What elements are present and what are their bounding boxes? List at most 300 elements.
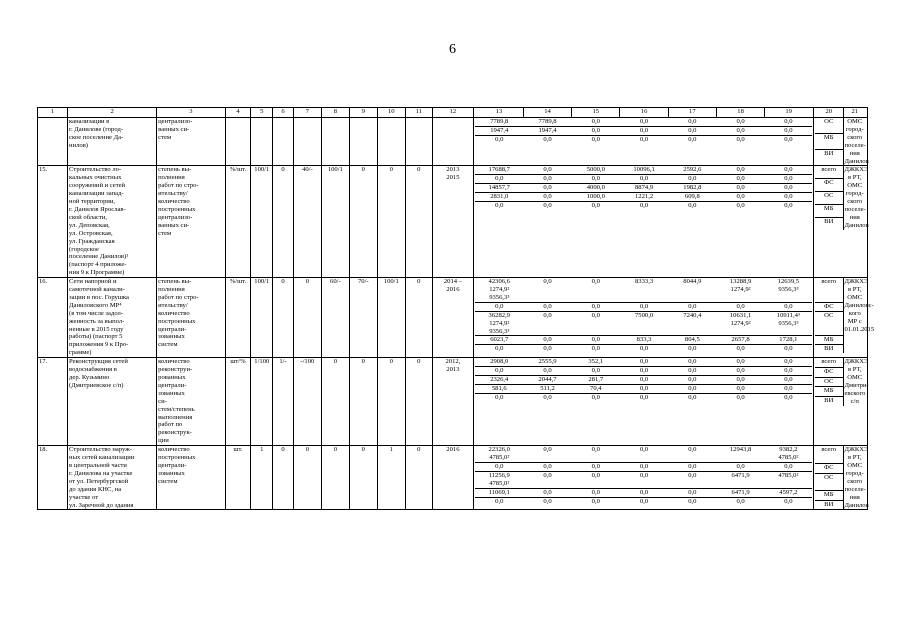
- financing-value: 0,0: [572, 488, 620, 497]
- executor: ДЖКХЭ в РТ, ОМС город- ского поселе- ния Данилов: [844, 166, 869, 229]
- funding-source: МБ: [815, 387, 843, 397]
- years: 2012, 2013: [432, 358, 473, 446]
- financing-value: 0,0: [716, 184, 764, 193]
- financing-value: 0,0: [495, 393, 504, 401]
- financing-value: 0,0: [716, 175, 764, 184]
- value-col8: 60/-: [321, 278, 349, 358]
- financing-value: 0,0: [475, 302, 523, 311]
- financing-value: 0,0: [639, 202, 649, 210]
- financing-block: [474, 118, 814, 166]
- financing-value: 0,0: [475, 462, 523, 471]
- financing-value: 0,0: [716, 367, 764, 376]
- financing-block: [474, 278, 814, 358]
- value-col9: 0: [349, 446, 377, 510]
- financing-value: 12639,5 9356,3³: [765, 278, 812, 302]
- financing-value: 0,0: [716, 358, 764, 366]
- value-col5: 1/100: [251, 358, 273, 446]
- financing-value: 0,0: [543, 202, 552, 210]
- financing-value: 0,0: [591, 135, 600, 143]
- funding-source: ВИ: [815, 150, 843, 166]
- program-table: [37, 107, 875, 510]
- measure-name: Реконструкция сетей водоснабжения в дер. Кузьмино (Дмитриевское с/п): [68, 358, 157, 446]
- header-cell: 10: [377, 108, 405, 118]
- financing-value: 17688,7: [475, 166, 523, 174]
- financing-value: 10096,1: [620, 166, 668, 174]
- unit: шт.: [225, 446, 251, 510]
- page-number: 6: [449, 42, 456, 57]
- financing-value: 0,0: [523, 278, 571, 302]
- financing-value: 70,4: [572, 384, 620, 393]
- financing-value: 0,0: [572, 278, 620, 302]
- financing-value: 11069,1: [475, 488, 523, 497]
- financing-value: 2326,4: [475, 376, 523, 385]
- header-cell: 2: [68, 108, 157, 118]
- financing-value: 0,0: [620, 358, 668, 366]
- financing-value: 0,0: [688, 497, 697, 505]
- financing-value: 0,0: [716, 166, 764, 174]
- financing-value: 0,0: [620, 126, 668, 135]
- value-col6: 0: [273, 278, 294, 358]
- financing-value: 0,0: [784, 135, 793, 143]
- financing-value: 42306,6 1274,9² 9356,3³: [475, 278, 523, 302]
- value-col11: 0: [405, 166, 432, 278]
- financing-value: 0,0: [765, 376, 812, 385]
- financing-value: 0,0: [475, 175, 523, 184]
- value-col7: -/100: [293, 358, 321, 446]
- financing-row: [475, 446, 812, 462]
- financing-value: 2555,9: [523, 358, 571, 366]
- financing-value: 10911,4³ 9356,3³: [765, 311, 812, 336]
- financing-value: 609,8: [668, 193, 716, 202]
- financing-value: 0,0: [495, 345, 504, 353]
- financing-value: 0,0: [572, 336, 620, 345]
- financing-value: 0,0: [668, 302, 716, 311]
- financing-value: 0,0: [495, 202, 504, 210]
- header-cell: 5: [251, 108, 273, 118]
- header-cell: 12: [432, 108, 473, 118]
- financing-value: 0,0: [688, 135, 697, 143]
- financing-value: 0,0: [736, 497, 745, 505]
- executor: ДЖКХЭ в РТ, ОМС Дмитри- евского с/п: [844, 358, 869, 405]
- financing-value: 0,0: [765, 358, 812, 366]
- financing-row: [475, 166, 812, 174]
- financing-value: 0,0: [620, 367, 668, 376]
- source-executor-block: [814, 446, 868, 510]
- financing-value: 0,0: [784, 497, 793, 505]
- value-col6: 0: [273, 166, 294, 278]
- financing-value: 0,0: [765, 302, 812, 311]
- financing-block: [474, 166, 814, 278]
- value-col10: 0: [377, 358, 405, 446]
- financing-value: 833,3: [620, 336, 668, 345]
- indicator: степень вы- полнения работ по стро- ительству/ количество построенных централи- зованных систем: [157, 278, 225, 358]
- financing-value: 8874,9: [620, 184, 668, 193]
- row-number: 15.: [38, 166, 68, 278]
- financing-value: 0,0: [523, 336, 571, 345]
- header-cell: 15: [572, 108, 620, 117]
- financing-value: 0,0: [736, 345, 745, 353]
- financing-value: 4000,0: [572, 184, 620, 193]
- header-cell: 8: [321, 108, 349, 118]
- financing-value: 12943,8: [716, 446, 764, 462]
- header-fin-cell: [474, 108, 814, 118]
- funding-source: всего: [815, 278, 843, 302]
- financing-value: 0,0: [495, 497, 504, 505]
- financing-value: 0,0: [668, 367, 716, 376]
- funding-source: ФС: [815, 302, 843, 311]
- financing-value: 0,0: [620, 302, 668, 311]
- financing-value: 0,0: [620, 384, 668, 393]
- financing-value: 0,0: [591, 345, 600, 353]
- financing-value: 0,0: [765, 166, 812, 174]
- financing-value: 0,0: [572, 118, 620, 126]
- financing-value: 0,0: [639, 393, 649, 401]
- financing-value: 2592,6: [668, 166, 716, 174]
- financing-value: 2657,8: [716, 336, 764, 345]
- financing-value: 5000,0: [572, 166, 620, 174]
- financing-value: 0,0: [495, 135, 504, 143]
- financing-value: 1982,8: [668, 184, 716, 193]
- value-col7: 0: [293, 278, 321, 358]
- financing-value: 581,6: [475, 384, 523, 393]
- unit: %/шт.: [225, 166, 251, 278]
- measure-name: Строительство наруж- ных сетей канализации в центральной части г. Данилова на участке от ул. Петербургской до здания КНС, на участке от ул. Заречной до здания: [68, 446, 157, 510]
- funding-source: всего: [815, 166, 843, 178]
- value-col5: [251, 118, 273, 166]
- years: 2014 – 2016: [432, 278, 473, 358]
- funding-source: МБ: [815, 491, 843, 500]
- financing-value: 0,0: [688, 393, 697, 401]
- source-executor-block: [814, 278, 875, 358]
- funding-source: ФС: [815, 464, 843, 473]
- financing-value: 0,0: [765, 126, 812, 135]
- financing-value: 4597,2: [765, 488, 812, 497]
- funding-source: ВИ: [815, 345, 843, 353]
- funding-source: ФС: [815, 367, 843, 377]
- value-col7: [293, 118, 321, 166]
- financing-value: 1728,1: [765, 336, 812, 345]
- unit: шт/%: [225, 358, 251, 446]
- financing-value: 0,0: [572, 462, 620, 471]
- financing-value: 2908,0: [475, 358, 523, 366]
- financing-value: 0,0: [765, 184, 812, 193]
- financing-row: [475, 175, 812, 184]
- financing-row: [475, 184, 812, 193]
- financing-value: 0,0: [784, 393, 793, 401]
- table-row: [38, 278, 868, 358]
- financing-value: 0,0: [523, 175, 571, 184]
- funding-source: ОС: [815, 311, 843, 336]
- financing-row: [475, 367, 812, 376]
- financing-value: 0,0: [765, 118, 812, 126]
- financing-value: 0,0: [668, 175, 716, 184]
- table-row: [38, 166, 868, 278]
- value-col5: 100/1: [251, 166, 273, 278]
- financing-value: 0,0: [716, 118, 764, 126]
- row-number: 18.: [38, 446, 68, 510]
- financing-value: 4785,0²: [765, 471, 812, 488]
- financing-value: 0,0: [668, 126, 716, 135]
- value-col9: 0: [349, 166, 377, 278]
- financing-row: [475, 135, 812, 143]
- financing-value: 6471,9: [716, 471, 764, 488]
- funding-source: ОС: [815, 118, 843, 134]
- financing-value: 0,0: [639, 497, 649, 505]
- financing-value: 0,0: [716, 193, 764, 202]
- financing-row: [475, 471, 812, 488]
- indicator: количество построенных централи- зованных систем: [157, 446, 225, 510]
- financing-value: 11256,9 4785,0²: [475, 471, 523, 488]
- financing-value: 0,0: [765, 367, 812, 376]
- financing-value: 0,0: [523, 311, 571, 336]
- financing-row: [475, 193, 812, 202]
- financing-value: 0,0: [736, 202, 745, 210]
- source-executor-block: [814, 166, 868, 278]
- financing-row: [475, 278, 812, 302]
- financing-value: 0,0: [784, 202, 793, 210]
- financing-value: 281,7: [572, 376, 620, 385]
- financing-value: 0,0: [765, 462, 812, 471]
- financing-value: 1947,4: [475, 126, 523, 135]
- financing-value: 0,0: [523, 471, 571, 488]
- financing-value: 0,0: [639, 135, 649, 143]
- financing-row: [475, 488, 812, 497]
- financing-row: [475, 384, 812, 393]
- header-cell: 17: [668, 108, 716, 117]
- header-pair-cell: [814, 108, 868, 118]
- financing-value: 2831,0: [475, 193, 523, 202]
- header-cell: 1: [38, 108, 68, 118]
- financing-value: 0,0: [572, 471, 620, 488]
- row-number: [38, 118, 68, 166]
- financing-value: 0,0: [523, 462, 571, 471]
- funding-source: ВИ: [815, 217, 843, 229]
- financing-value: 0,0: [620, 488, 668, 497]
- financing-row: [475, 376, 812, 385]
- financing-row: [475, 302, 812, 311]
- value-col10: 1: [377, 446, 405, 510]
- funding-source: всего: [815, 446, 843, 463]
- indicator: степень вы- полнения работ по стро- ительству/ количество построенных централизо- ванных си- стем: [157, 166, 225, 278]
- table-row: [38, 446, 868, 510]
- years: 2016: [432, 446, 473, 510]
- unit: [225, 118, 251, 166]
- financing-value: 0,0: [736, 393, 745, 401]
- financing-value: 2044,7: [523, 376, 571, 385]
- value-col10: 0: [377, 166, 405, 278]
- financing-value: 0,0: [591, 393, 600, 401]
- financing-value: 0,0: [668, 376, 716, 385]
- financing-value: 0,0: [572, 367, 620, 376]
- value-col6: [273, 118, 294, 166]
- value-col8: 100/1: [321, 166, 349, 278]
- financing-value: 0,0: [784, 345, 793, 353]
- financing-value: 0,0: [591, 497, 600, 505]
- value-col5: 100/1: [251, 278, 273, 358]
- header-cell: 13: [475, 108, 523, 117]
- financing-value: 1947,4: [523, 126, 571, 135]
- value-col8: 0: [321, 358, 349, 446]
- value-col9: 70/-: [349, 278, 377, 358]
- financing-value: 0,0: [572, 446, 620, 462]
- financing-row: [475, 336, 812, 345]
- financing-value: 6471,9: [716, 488, 764, 497]
- financing-value: 0,0: [668, 462, 716, 471]
- value-col10: 100/1: [377, 278, 405, 358]
- financing-value: 7500,0: [620, 311, 668, 336]
- table-row: [38, 358, 868, 446]
- financing-value: 804,5: [668, 336, 716, 345]
- value-col11: 0: [405, 446, 432, 510]
- value-col7: 40/-: [293, 166, 321, 278]
- measure-name: канализации в г. Данилове (город- ское поселение Да- нилов): [68, 118, 157, 166]
- financing-value: 8044,9: [668, 278, 716, 302]
- value-col8: 0: [321, 446, 349, 510]
- financing-value: 0,0: [475, 367, 523, 376]
- financing-value: 0,0: [668, 471, 716, 488]
- financing-value: 7240,4: [668, 311, 716, 336]
- financing-value: 0,0: [523, 166, 571, 174]
- financing-row: [475, 497, 812, 505]
- financing-value: 0,0: [620, 446, 668, 462]
- financing-value: 0,0: [523, 367, 571, 376]
- financing-value: 0,0: [523, 302, 571, 311]
- financing-value: 0,0: [668, 488, 716, 497]
- financing-value: 8333,3: [620, 278, 668, 302]
- financing-value: 0,0: [543, 345, 552, 353]
- indicator: количество реконструи- рованных централи- зованных си- стем/степень выполнения работ по реконструк- ции: [157, 358, 225, 446]
- financing-value: 0,0: [620, 118, 668, 126]
- financing-value: 0,0: [523, 193, 571, 202]
- funding-source: ВИ: [815, 396, 843, 405]
- financing-value: 9382,2 4785,0²: [765, 446, 812, 462]
- funding-source: МБ: [815, 205, 843, 218]
- financing-value: 0,0: [572, 126, 620, 135]
- financing-row: [475, 462, 812, 471]
- financing-value: 0,0: [765, 175, 812, 184]
- financing-value: 0,0: [639, 345, 649, 353]
- financing-value: 1221,2: [620, 193, 668, 202]
- financing-value: 0,0: [572, 311, 620, 336]
- value-col11: [405, 118, 432, 166]
- financing-block: [474, 358, 814, 446]
- header-cell: 20: [815, 108, 843, 117]
- financing-row: [475, 126, 812, 135]
- financing-value: 0,0: [716, 376, 764, 385]
- financing-value: 0,0: [688, 202, 697, 210]
- years: [432, 118, 473, 166]
- financing-row: [475, 311, 812, 336]
- row-number: 17.: [38, 358, 68, 446]
- financing-value: 0,0: [572, 175, 620, 184]
- financing-value: 1000,0: [572, 193, 620, 202]
- executor: ДЖКХЭ в РТ, ОМС Даниловс- кого МР с 01.01.2015: [844, 278, 875, 333]
- financing-value: 0,0: [736, 135, 745, 143]
- financing-value: 0,0: [765, 193, 812, 202]
- financing-value: 0,0: [688, 345, 697, 353]
- financing-value: 7789,8: [475, 118, 523, 126]
- value-col5: 1: [251, 446, 273, 510]
- financing-value: 0,0: [620, 376, 668, 385]
- source-executor-block: [814, 118, 868, 166]
- value-col11: 0: [405, 358, 432, 446]
- measure-name: Сети напорной и самотечной канали- зации в пос. Горушка Даниловского МР⁴ (в том числе задол- женность за выпол- ненные в 2015 году работы) (паспорт 5 приложения 9 к Про- грамме): [68, 278, 157, 358]
- financing-value: 0,0: [572, 302, 620, 311]
- header-row: [38, 108, 868, 118]
- financing-value: 0,0: [523, 184, 571, 193]
- financing-value: 0,0: [620, 175, 668, 184]
- executor: ОМС город- ского поселе- ния Данилов: [844, 118, 869, 165]
- financing-value: 0,0: [716, 384, 764, 393]
- measure-name: Строительство ло- кальных очистных сооружений и сетей канализации запад- ной территории, г. Данилов Ярослав- ской области, ул. Деповская, ул. Островская, ул. Гражданская (городское поселение Данилов)¹ (паспорт 4 приложе- ния 9 к Программе): [68, 166, 157, 278]
- financing-value: 14857,7: [475, 184, 523, 193]
- funding-source: ОС: [815, 473, 843, 491]
- financing-value: 0,0: [543, 497, 552, 505]
- value-col6: 1/-: [273, 358, 294, 446]
- financing-value: 0,0: [668, 384, 716, 393]
- financing-row: [475, 118, 812, 126]
- value-col9: [349, 118, 377, 166]
- header-cell: 16: [620, 108, 668, 117]
- financing-value: 0,0: [668, 446, 716, 462]
- financing-row: [475, 345, 812, 353]
- value-col6: 0: [273, 446, 294, 510]
- value-col10: [377, 118, 405, 166]
- financing-value: 511,2: [523, 384, 571, 393]
- funding-source: ВИ: [815, 500, 843, 509]
- value-col7: 0: [293, 446, 321, 510]
- financing-value: 0,0: [716, 462, 764, 471]
- value-col11: 0: [405, 278, 432, 358]
- financing-value: 0,0: [620, 462, 668, 471]
- financing-row: [475, 393, 812, 401]
- funding-source: ФС: [815, 179, 843, 192]
- header-cell: 9: [349, 108, 377, 118]
- header-cell: 14: [523, 108, 571, 117]
- financing-value: 0,0: [668, 118, 716, 126]
- financing-value: 0,0: [765, 384, 812, 393]
- header-cell: 6: [273, 108, 294, 118]
- funding-source: МБ: [815, 134, 843, 150]
- financing-value: 6023,7: [475, 336, 523, 345]
- row-number: 16.: [38, 278, 68, 358]
- financing-value: 0,0: [591, 202, 600, 210]
- header-cell: 4: [225, 108, 251, 118]
- financing-value: 0,0: [620, 471, 668, 488]
- years: 2013 2015: [432, 166, 473, 278]
- financing-value: 0,0: [543, 135, 552, 143]
- funding-source: МБ: [815, 336, 843, 345]
- financing-value: 0,0: [716, 126, 764, 135]
- header-cell: 18: [716, 108, 764, 117]
- header-cell: 21: [851, 108, 859, 115]
- financing-row: [475, 202, 812, 210]
- financing-value: 0,0: [523, 446, 571, 462]
- financing-value: 0,0: [716, 302, 764, 311]
- financing-value: 0,0: [668, 358, 716, 366]
- financing-row: [475, 358, 812, 366]
- funding-source: ОС: [815, 377, 843, 387]
- financing-value: 352,1: [572, 358, 620, 366]
- financing-value: 13288,9 1274,9²: [716, 278, 764, 302]
- indicator: централизо- ванных си- стем: [157, 118, 225, 166]
- table-row: [38, 118, 868, 166]
- financing-value: 22326,0 4785,0²: [475, 446, 523, 462]
- financing-value: 7789,8: [523, 118, 571, 126]
- header-cell: 11: [405, 108, 432, 118]
- financing-value: 10631,1 1274,9²: [716, 311, 764, 336]
- funding-source: всего: [815, 358, 843, 367]
